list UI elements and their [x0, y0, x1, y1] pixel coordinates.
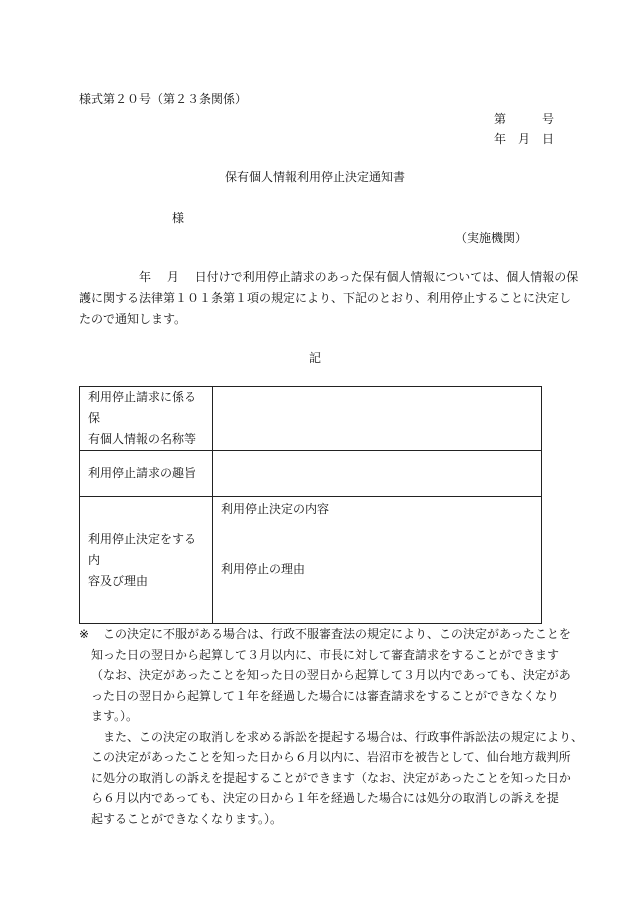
decision-detail-field[interactable] — [213, 497, 542, 624]
table-label-cell — [80, 451, 213, 497]
note-line: この決定に不服がある場合は、行政不服審査法の規定により、この決定があったことを — [103, 627, 571, 641]
record-heading: 記 — [308, 351, 321, 365]
intro-line: 護に関する法律第１０１条第１項の規定により、下記のとおり、利用停止することに決定し — [79, 291, 572, 305]
note-line: この決定があったことを知った日から６月以内に、岩沼市を被告として、仙台地方裁判所 — [91, 750, 571, 764]
table-row — [80, 451, 542, 497]
label-text: 利用停止決定をする内 — [88, 531, 197, 567]
label-text: 利用停止請求に係る保 — [88, 390, 197, 425]
decision-content-label: 利用停止決定の内容 — [221, 502, 330, 516]
table-label-cell — [80, 387, 213, 451]
table-label-cell — [80, 497, 213, 624]
note-line: った日の翌日から起算して１年を経過した場合には審査請求をすることができなくなり — [91, 688, 560, 703]
table-row — [80, 497, 542, 624]
intro-line: 年 月 日付けで利用停止請求のあった保有個人情報については、個人情報の保 — [79, 270, 579, 284]
label-text: 利用停止請求の趣旨 — [88, 466, 197, 480]
note-line: 知った日の翌日から起算して３月以内に、市長に対して審査請求をすることができます — [91, 647, 560, 662]
decision-table — [79, 386, 542, 624]
intro-paragraph — [79, 267, 579, 330]
note-line: ら６月以内であっても、決定の日から１年を経過した場合には処分の取消しの訴えを提 — [91, 791, 559, 805]
note-line: 起することができなくなります。）。 — [91, 811, 283, 826]
note-line: また、この決定の取消しを求める訴訟を提起する場合は、行政事件訴訟法の規定により、 — [103, 729, 584, 744]
appeal-notice — [79, 624, 584, 829]
document-number: 第 号 — [494, 112, 555, 126]
info-name-field[interactable] — [213, 387, 542, 451]
note-line: に処分の取消しの訴えを提起することができます（なお、決定があったことを知った日か — [91, 770, 571, 785]
note-line: ます。）。 — [91, 709, 139, 723]
table-row — [80, 387, 542, 451]
label-text: 有個人情報の名称等 — [88, 432, 197, 446]
intro-line: たので通知します。 — [79, 312, 187, 326]
addressee-honorific: 様 — [172, 211, 185, 225]
note-mark: ※ — [79, 627, 90, 641]
note-line: （なお、決定があったことを知った日の翌日から起算して３月以内であっても、決定があ — [91, 668, 571, 682]
request-purpose-field[interactable] — [213, 451, 542, 497]
document-date: 年 月 日 — [494, 132, 555, 146]
label-text: 容及び理由 — [88, 573, 149, 588]
decision-reason-label: 利用停止の理由 — [221, 562, 306, 576]
document-title: 保有個人情報利用停止決定通知書 — [224, 170, 405, 184]
issuing-agency: （実施機関） — [455, 231, 528, 245]
form-number-label: 様式第２０号（第２３条関係） — [79, 92, 248, 106]
